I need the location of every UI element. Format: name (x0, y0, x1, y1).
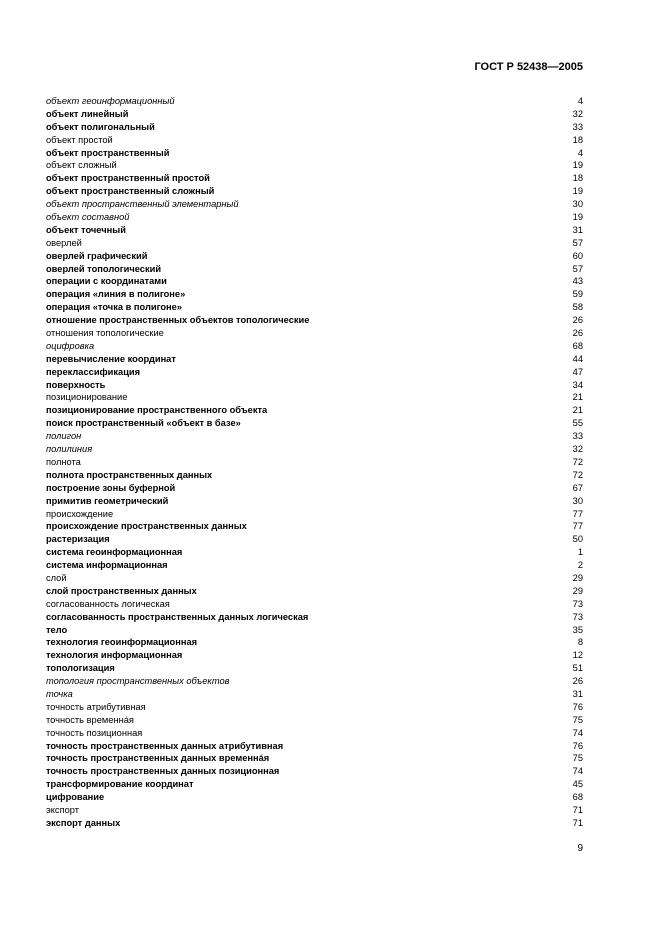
index-entry (46, 314, 583, 327)
index-page-number: 31 (572, 688, 583, 699)
index-entry (46, 649, 583, 662)
index-page-number: 74 (572, 727, 583, 738)
index-page-number: 71 (572, 804, 583, 815)
index-page-number: 19 (572, 160, 583, 171)
index-entry (46, 391, 583, 404)
index-term: объект линейный (46, 108, 129, 119)
index-page-number: 32 (572, 108, 583, 119)
index-term: объект пространственный простой (46, 173, 210, 184)
index-page-number: 72 (572, 456, 583, 467)
index-term: отношения топологические (46, 328, 164, 339)
index-page-number: 12 (572, 650, 583, 661)
index-term: оверлей топологический (46, 263, 162, 274)
index-entry (46, 559, 583, 572)
index-page-number: 75 (572, 714, 583, 725)
index-page-number: 8 (577, 637, 583, 648)
index-term: полнота пространственных данных (46, 469, 213, 480)
index-entry (46, 469, 583, 482)
index-term: оцифровка (46, 340, 95, 351)
index-entry (46, 533, 583, 546)
index-page-number: 29 (572, 585, 583, 596)
index-entry (46, 624, 583, 637)
index-entry (46, 121, 583, 134)
index-page-number: 26 (572, 328, 583, 339)
index-term: тело (46, 624, 68, 635)
index-entry (46, 263, 583, 276)
index-entry (46, 417, 583, 430)
index-page-number: 2 (577, 560, 583, 571)
index-term: экспорт (46, 804, 79, 815)
index-term: построение зоны буферной (46, 482, 176, 493)
index-term: объект пространственный сложный (46, 186, 215, 197)
index-entry (46, 443, 583, 456)
index-page-number: 77 (572, 521, 583, 532)
index-entry (46, 804, 583, 817)
index-page-number: 73 (572, 598, 583, 609)
index-page-number: 4 (577, 147, 583, 158)
index-page-number: 68 (572, 792, 583, 803)
index-entry (46, 791, 583, 804)
document-header: ГОСТ Р 52438—2005 (474, 61, 583, 73)
index-entry (46, 662, 583, 675)
index-entry (46, 520, 583, 533)
index-term: объект полигональный (46, 121, 155, 132)
index-term: топологизация (46, 663, 115, 674)
index-page-number: 55 (572, 418, 583, 429)
index-entry (46, 572, 583, 585)
index-term: точность пространственных данных атрибутивная (46, 740, 284, 751)
index-term: оверлей графический (46, 250, 148, 261)
index-term: объект простой (46, 134, 113, 145)
index-page-number: 26 (572, 676, 583, 687)
index-entry (46, 598, 583, 611)
index-entry (46, 211, 583, 224)
index-entry (46, 301, 583, 314)
index-page-number: 51 (572, 663, 583, 674)
index-entry (46, 366, 583, 379)
index-entry (46, 636, 583, 649)
index-term: поверхность (46, 379, 106, 390)
index-entry (46, 147, 583, 160)
index-entry (46, 379, 583, 392)
index-term: точность пространственных данных позиционная (46, 766, 280, 777)
index-term: происхождение (46, 508, 114, 519)
index-page-number: 68 (572, 340, 583, 351)
index-term: технология геоинформационная (46, 637, 198, 648)
index-term: операция «линия в полигоне» (46, 289, 186, 300)
index-entry (46, 817, 583, 830)
index-entry (46, 752, 583, 765)
index-page-number: 21 (572, 392, 583, 403)
index-entry (46, 727, 583, 740)
index-term: точность атрибутивная (46, 701, 146, 712)
index-term: система геоинформационная (46, 547, 183, 558)
index-term: объект составной (46, 212, 130, 223)
index-term: экспорт данных (46, 817, 121, 828)
index-term: точка (46, 688, 73, 699)
index-term: объект пространственный элементарный (46, 199, 239, 210)
index-page-number: 60 (572, 250, 583, 261)
index-page-number: 21 (572, 405, 583, 416)
index-term: слой пространственных данных (46, 585, 197, 596)
index-page-number: 58 (572, 302, 583, 313)
index-entry (46, 172, 583, 185)
index-term: примитив геометрический (46, 495, 169, 506)
index-entry (46, 482, 583, 495)
index-term: полигон (46, 431, 82, 442)
index-page-number: 75 (572, 753, 583, 764)
index-entry (46, 353, 583, 366)
index-entry (46, 585, 583, 598)
index-page-number: 43 (572, 276, 583, 287)
index-page-number: 30 (572, 199, 583, 210)
index-entry (46, 340, 583, 353)
index-page-number: 4 (577, 96, 583, 106)
index-entry (46, 740, 583, 753)
index-term: полилиния (46, 444, 93, 455)
index-page-number: 71 (572, 817, 583, 828)
index-page-number: 47 (572, 366, 583, 377)
index-page-number: 33 (572, 431, 583, 442)
index-term: полнота (46, 456, 81, 467)
index-page-number: 57 (572, 263, 583, 274)
index-term: объект точечный (46, 224, 126, 235)
index-entry (46, 611, 583, 624)
index-page-number: 77 (572, 508, 583, 519)
index-page-number: 33 (572, 121, 583, 132)
index-entry (46, 237, 583, 250)
index-page-number: 30 (572, 495, 583, 506)
index-page-number: 19 (572, 212, 583, 223)
index-page-number: 73 (572, 611, 583, 622)
index-term: технология информационная (46, 650, 183, 661)
index-page-number: 76 (572, 740, 583, 751)
index-term: растеризация (46, 534, 110, 545)
index-term: отношение пространственных объектов топологические (46, 315, 310, 326)
index-term: объект сложный (46, 160, 117, 171)
index-page-number: 26 (572, 315, 583, 326)
index-term: точность позиционная (46, 727, 143, 738)
term-index (46, 95, 583, 830)
index-page-number: 18 (572, 134, 583, 145)
index-entry (46, 327, 583, 340)
index-term: точность временнáя (46, 714, 134, 725)
index-term: переклассификация (46, 366, 141, 377)
index-term: трансформирование координат (46, 779, 194, 790)
index-entry (46, 250, 583, 263)
index-page-number: 67 (572, 482, 583, 493)
index-term: система информационная (46, 560, 168, 571)
index-term: перевычисление координат (46, 353, 176, 364)
index-page-number: 57 (572, 237, 583, 248)
index-term: операции с координатами (46, 276, 167, 287)
index-page-number: 35 (572, 624, 583, 635)
index-page-number: 32 (572, 444, 583, 455)
index-entry (46, 714, 583, 727)
index-entry (46, 701, 583, 714)
index-entry (46, 275, 583, 288)
index-page-number: 59 (572, 289, 583, 300)
index-page-number: 29 (572, 572, 583, 583)
index-entry (46, 765, 583, 778)
index-term: объект геоинформационный (46, 96, 175, 106)
index-page-number: 76 (572, 701, 583, 712)
index-term: оверлей (46, 237, 82, 248)
page-number: 9 (577, 843, 583, 854)
index-term: объект пространственный (46, 147, 170, 158)
index-page-number: 34 (572, 379, 583, 390)
index-entry (46, 198, 583, 211)
index-entry (46, 134, 583, 147)
index-page-number: 72 (572, 469, 583, 480)
index-term: операция «точка в полигоне» (46, 302, 182, 313)
index-term: позиционирование (46, 392, 128, 403)
index-entry (46, 404, 583, 417)
index-entry (46, 508, 583, 521)
index-entry (46, 108, 583, 121)
index-term: слой (46, 572, 67, 583)
index-page-number: 74 (572, 766, 583, 777)
index-entry (46, 546, 583, 559)
index-page-number: 1 (577, 547, 583, 558)
index-term: согласованность пространственных данных логическая (46, 611, 309, 622)
index-page-number: 45 (572, 779, 583, 790)
index-entry (46, 288, 583, 301)
index-term: точность пространственных данных временнáя (46, 753, 270, 764)
index-term: согласованность логическая (46, 598, 170, 609)
index-entry (46, 185, 583, 198)
index-entry (46, 495, 583, 508)
index-page-number: 18 (572, 173, 583, 184)
index-entry (46, 430, 583, 443)
index-entry (46, 675, 583, 688)
index-entry (46, 224, 583, 237)
index-entry (46, 456, 583, 469)
index-entry (46, 95, 583, 108)
index-page-number: 19 (572, 186, 583, 197)
index-entry (46, 688, 583, 701)
index-term: топология пространственных объектов (46, 676, 230, 687)
index-term: позиционирование пространственного объекта (46, 405, 268, 416)
index-term: поиск пространственный «объект в базе» (46, 418, 241, 429)
index-entry (46, 159, 583, 172)
index-term: происхождение пространственных данных (46, 521, 247, 532)
index-term: цифрование (46, 792, 105, 803)
index-page-number: 31 (572, 224, 583, 235)
index-entry (46, 778, 583, 791)
index-page-number: 44 (572, 353, 583, 364)
index-page-number: 50 (572, 534, 583, 545)
